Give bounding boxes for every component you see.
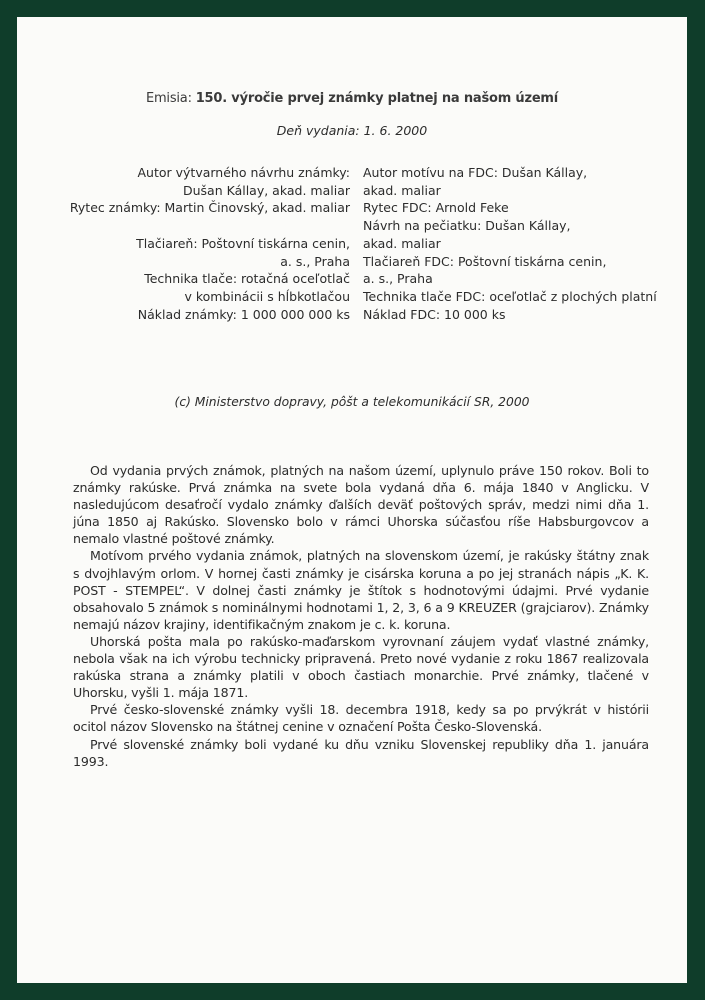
issue-date: Deň vydania: 1. 6. 2000 [276,123,428,138]
credit-line: Technika tlače FDC: oceľotlač z plochých platní [363,288,657,304]
emission-name: 150. výročie prvej známky platnej na našom území [195,91,559,106]
credit-line: Tlačiareň: Poštovní tiskárna cenin, [136,235,350,251]
credit-line: Autor výtvarného návrhu známky: [137,165,350,180]
copyright-notice: (c) Ministerstvo dopravy, pôšt a telekomunikácií SR, 2000 [174,395,530,409]
credit-line: Náklad FDC: 10 000 ks [363,306,506,322]
credit-line: akad. maliar [363,182,441,198]
paragraph: Uhorská pošta mala po rakúsko-maďarskom vyrovnaní záujem vydať vlastné známky, nebola však na ich výrobu technicky pripravená. Preto nové vydanie z roku 1867 realizovala rakúska strana a známky platili v oboch častiach monarchie. Prvé známky, tlačené v Uhorsku, vyšli 1. mája 1871. [73,633,649,701]
fdc-credits [363,164,683,323]
credit-line: Rytec známky: Martin Činovský, akad. maliar [69,200,350,216]
document-sheet [17,17,687,983]
credit-line: a. s., Praha [363,271,433,287]
credit-line: Rytec FDC: Arnold Feke [363,200,509,216]
credit-line: Náklad známky: 1 000 000 000 ks [137,306,350,322]
credit-line: Autor motívu na FDC: Dušan Kállay, [363,165,588,180]
paragraph: Od vydania prvých známok, platných na našom území, uplynulo práve 150 rokov. Boli to známky rakúske. Prvá známka na svete bola vydaná dňa 6. mája 1840 v Anglicku. V nasledujúcom desaťročí vydalo známky ďalších deväť poštových správ, medzi nimi dňa 1. júna 1850 aj Rakúsko. Slovensko bolo v rámci Uhorska súčasťou ríše Habsburgovcov a nemalo vlastné poštové známky. [73,463,649,547]
paragraph: Prvé slovenské známky boli vydané ku dňu vzniku Slovenskej republiky dňa 1. januára 1993. [73,736,649,769]
paragraph: Motívom prvého vydania známok, platných na slovenskom území, je rakúsky štátny znak s dvojhlavým orlom. V hornej časti známky je cisárska koruna a po jej stranách nápis „K. K. POST - STEMPEL“. V dolnej časti známky je štítok s hodnotovými údajmi. Prvé vydanie obsahovalo 5 známok s nominálnymi hodnotami 1, 2, 3, 6 a 9 KREUZER (grajciarov). Známky nemajú názov krajiny, identifikačným znakom je c. k. koruna. [73,548,649,632]
credit-line: akad. maliar [363,235,441,251]
paragraph: Prvé česko-slovenské známky vyšli 18. decembra 1918, kedy sa po prvýkrát v histórii ocitol názov Slovensko na štátnej cenine v označení Pošta Česko-Slovenská. [73,702,649,735]
credit-gap [37,217,350,235]
credit-line: Tlačiareň FDC: Poštovní tiskárna cenin, [363,253,607,269]
credit-line: a. s., Praha [280,253,350,269]
credit-line: Technika tlače: rotačná oceľotlač [144,271,350,287]
credit-line: v kombinácii s hĺbkotlačou [184,288,350,304]
credit-line: Dušan Kállay, akad. maliar [182,182,350,198]
stamp-credits [37,164,350,323]
emission-title [17,91,687,106]
credit-line: Návrh na pečiatku: Dušan Kállay, [363,218,571,234]
emission-label: Emisia: [145,91,192,106]
body-text [73,462,649,770]
